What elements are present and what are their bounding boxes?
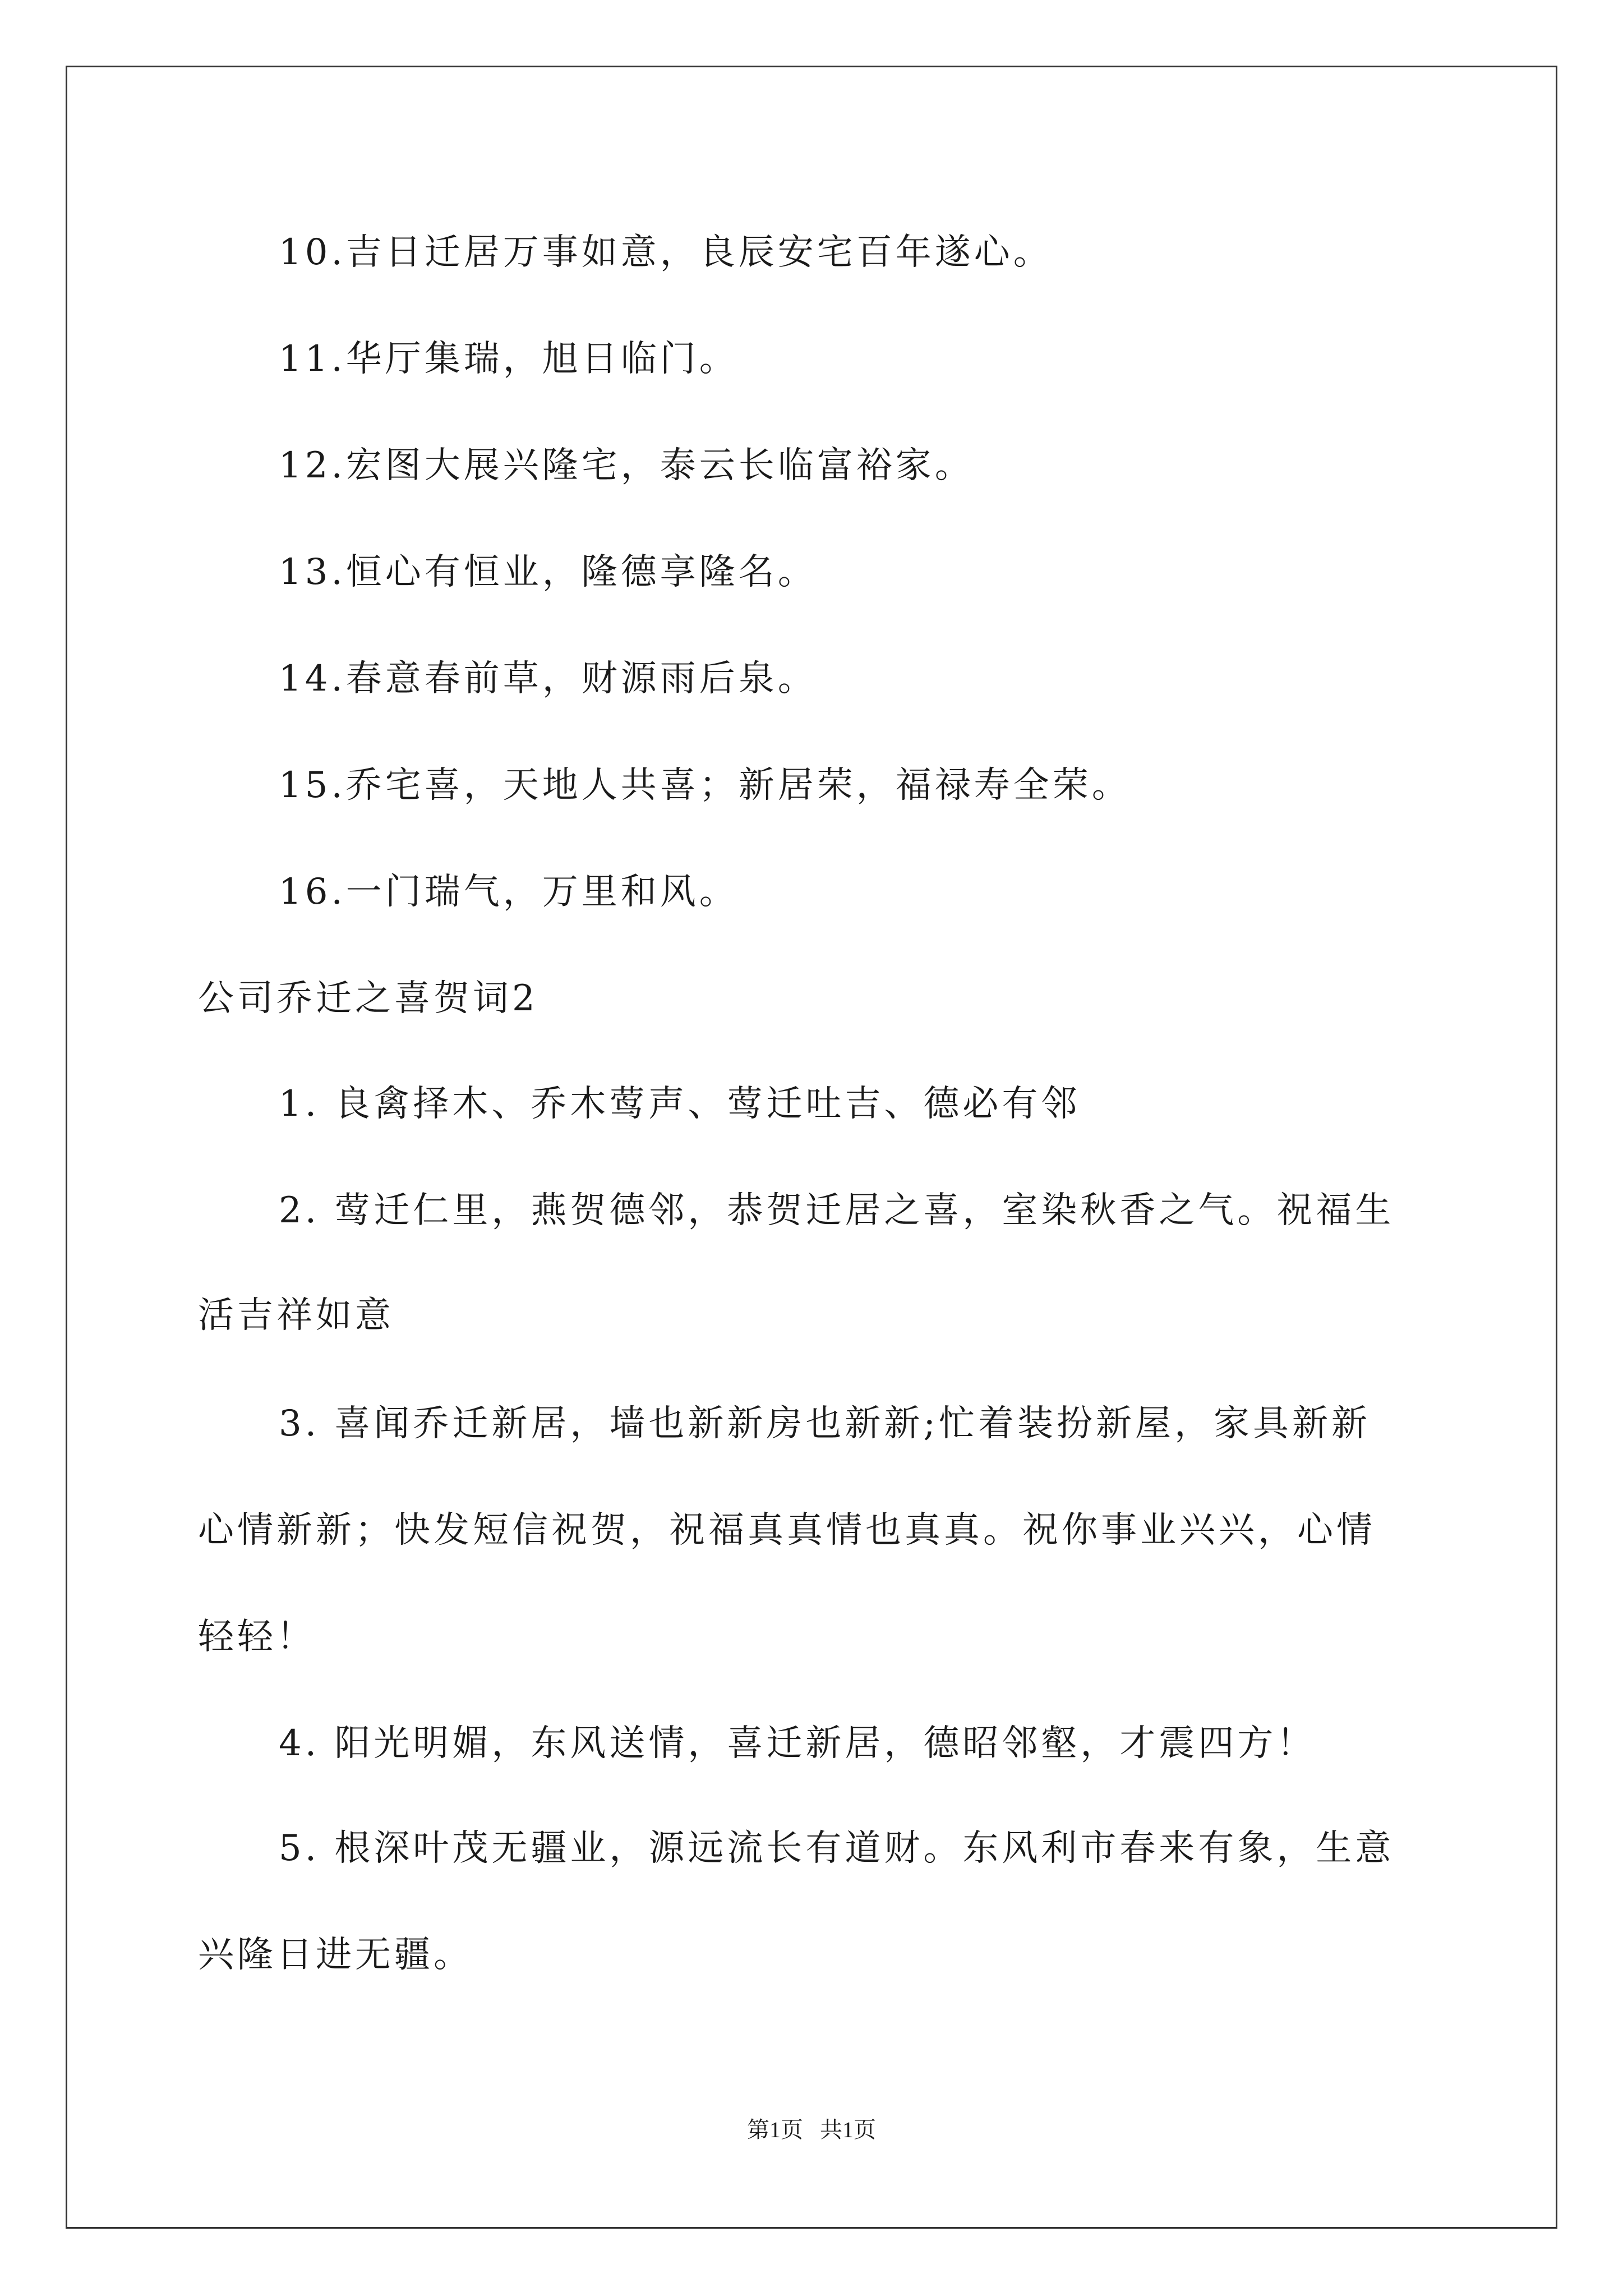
- list-item: 15.乔宅喜，天地人共喜；新居荣，福禄寿全荣。: [279, 765, 1131, 806]
- page-footer: 第1页 共1页: [747, 2117, 876, 2142]
- list-item: 5. 根深叶茂无疆业，源远流长有道财。东风利市春来有象，生意: [279, 1828, 1395, 1869]
- list-item: 13.恒心有恒业，隆德享隆名。: [279, 551, 817, 593]
- list-item: 16.一门瑞气，万里和风。: [279, 871, 739, 913]
- list-item-continuation: 兴隆日进无疆。: [198, 1934, 473, 1976]
- list-item-continuation: 心情新新；快发短信祝贺，祝福真真情也真真。祝你事业兴兴，心情: [198, 1510, 1376, 1551]
- list-item: 2. 莺迁仁里，燕贺德邻，恭贺迁居之喜，室染秋香之气。祝福生: [279, 1190, 1395, 1231]
- list-item-continuation: 轻轻！: [198, 1616, 316, 1658]
- list-item-continuation: 活吉祥如意: [198, 1295, 394, 1336]
- list-item: 14.春意春前草，财源雨后泉。: [279, 658, 817, 700]
- list-item: 11.华厅集瑞，旭日临门。: [279, 338, 739, 380]
- list-item: 10.吉日迁居万事如意，良辰安宅百年遂心。: [279, 232, 1053, 273]
- list-item: 12.宏图大展兴隆宅，泰云长临富裕家。: [279, 445, 974, 486]
- list-item: 3. 喜闻乔迁新居，墙也新新房也新新;忙着装扮新屋，家具新新: [279, 1403, 1371, 1444]
- section-heading: 公司乔迁之喜贺词2: [198, 978, 538, 1019]
- page-border: [66, 66, 1557, 2229]
- list-item: 1. 良禽择木、乔木莺声、莺迁吐吉、德必有邻: [279, 1083, 1081, 1125]
- list-item: 4. 阳光明媚，东风送情，喜迁新居，德昭邻壑，才震四方！: [279, 1723, 1316, 1764]
